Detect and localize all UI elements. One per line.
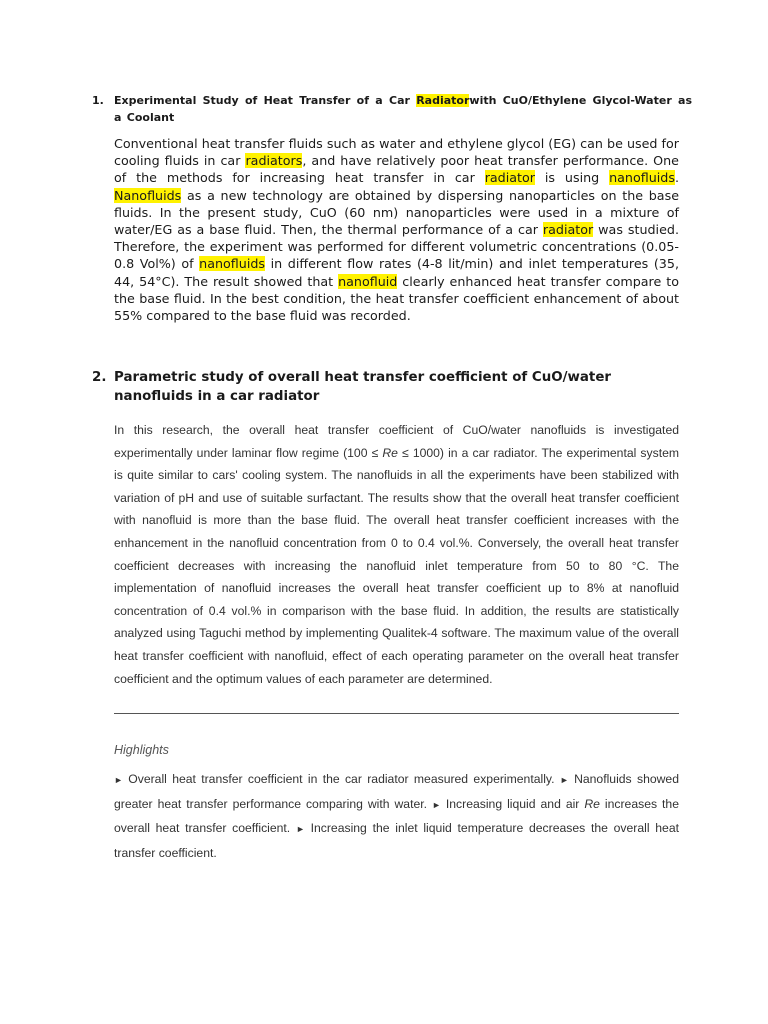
body-text: is using xyxy=(535,170,610,186)
section-2-number: 2. xyxy=(92,370,107,385)
section-2-title: Parametric study of overall heat transfer coefficient of CuO/water nanofluids in a car radiator xyxy=(114,370,612,404)
highlighted-term: Nanofluids xyxy=(114,187,182,203)
body-text: as a new technology are obtained by dispersing nanoparticles on the base fluids. In the present study, CuO (60 nm) nanoparticles were used in a mixture of water/EG as a base fluid. Then, the thermal performance of a car xyxy=(114,187,679,238)
highlight-item: Increasing the inlet liquid temperature decreases the overall heat transfer coefficient. xyxy=(114,821,679,860)
highlight-item: Overall heat transfer coefficient in the car radiator measured experimentally. xyxy=(122,772,560,786)
bullet-triangle-icon: ► xyxy=(295,824,305,834)
section-1-abstract xyxy=(114,135,679,324)
highlight-item: Increasing liquid and air xyxy=(440,796,585,811)
reynolds-symbol: Re xyxy=(584,796,600,811)
section-2-heading xyxy=(92,368,692,406)
highlights-heading: Highlights xyxy=(114,743,169,757)
highlighted-term: nanofluids xyxy=(199,256,266,272)
highlighted-term: Radiator xyxy=(416,94,470,107)
body-text: , and have relatively poor heat transfer performance. One of the methods for increasing heat transfer in car xyxy=(114,153,679,186)
reynolds-symbol: Re xyxy=(382,445,398,460)
bullet-triangle-icon: ► xyxy=(431,799,441,810)
highlighted-term: radiator xyxy=(484,170,535,186)
highlighted-term: nanofluids xyxy=(609,170,675,186)
highlighted-term: nanofluid xyxy=(338,273,398,289)
body-text: in different flow rates (4-8 lit/min) and inlet temperatures (35, 44, 54°C). The result showed that xyxy=(114,256,679,289)
highlight-item: increases the overall heat transfer coefficient. xyxy=(114,796,679,835)
body-text: was studied. Therefore, the experiment was performed for different volumetric concentrations (0.05-0.8 Vol%) of xyxy=(114,222,679,272)
bullet-triangle-icon: ► xyxy=(559,775,569,785)
section-1-number: 1. xyxy=(92,94,104,107)
bullet-triangle-icon: ► xyxy=(114,775,123,785)
body-text: clearly enhanced heat transfer compare to the base fluid. In the best condition, the heat transfer coefficient enhancement of about 55% compared to the base fluid was recorded. xyxy=(114,273,679,324)
highlighted-term: radiators xyxy=(245,153,303,169)
highlights-list xyxy=(114,768,679,865)
section-1-title: Experimental Study of Heat Transfer of a Car Radiatorwith CuO/Ethylene Glycol-Water as a Coolant xyxy=(114,94,692,124)
body-text: . xyxy=(674,170,679,186)
body-text: Conventional heat transfer fluids such as water and ethylene glycol (EG) can be used for cooling fluids in car xyxy=(114,136,679,169)
highlight-item: Nanofluids showed greater heat transfer performance comparing with water. xyxy=(114,772,679,811)
highlighted-term: radiator xyxy=(542,222,594,238)
section-1-heading xyxy=(92,92,692,126)
horizontal-divider xyxy=(114,713,679,714)
section-2-abstract: In this research, the overall heat transfer coefficient of CuO/water nanofluids is investigated experimentally under laminar flow regime (100 ≤ Re ≤ 1000) in a car radiator. The experimental system is quite similar to cars' cooling system. The nanofluids in all the experiments have been stabilized with variation of pH and use of suitable surfactant. The results show that the overall heat transfer coefficient with nanofluid is more than the base fluid. The overall heat transfer coefficient increases with the enhancement in the nanofluid concentration from 0 to 0.4 vol.%. Conversely, the overall heat transfer coefficient decreases with increasing the nanofluid inlet temperature from 50 to 80 °C. The implementation of nanofluid increases the overall heat transfer coefficient up to 8% at nanofluid concentration of 0.4 vol.% in comparison with the base fluid. In addition, the results are statistically analyzed using Taguchi method by implementing Qualitek-4 software. The maximum value of the overall heat transfer coefficient with nanofluid, effect of each operating parameter on the overall heat transfer coefficient and the optimum values of each parameter are determined. xyxy=(114,423,680,686)
